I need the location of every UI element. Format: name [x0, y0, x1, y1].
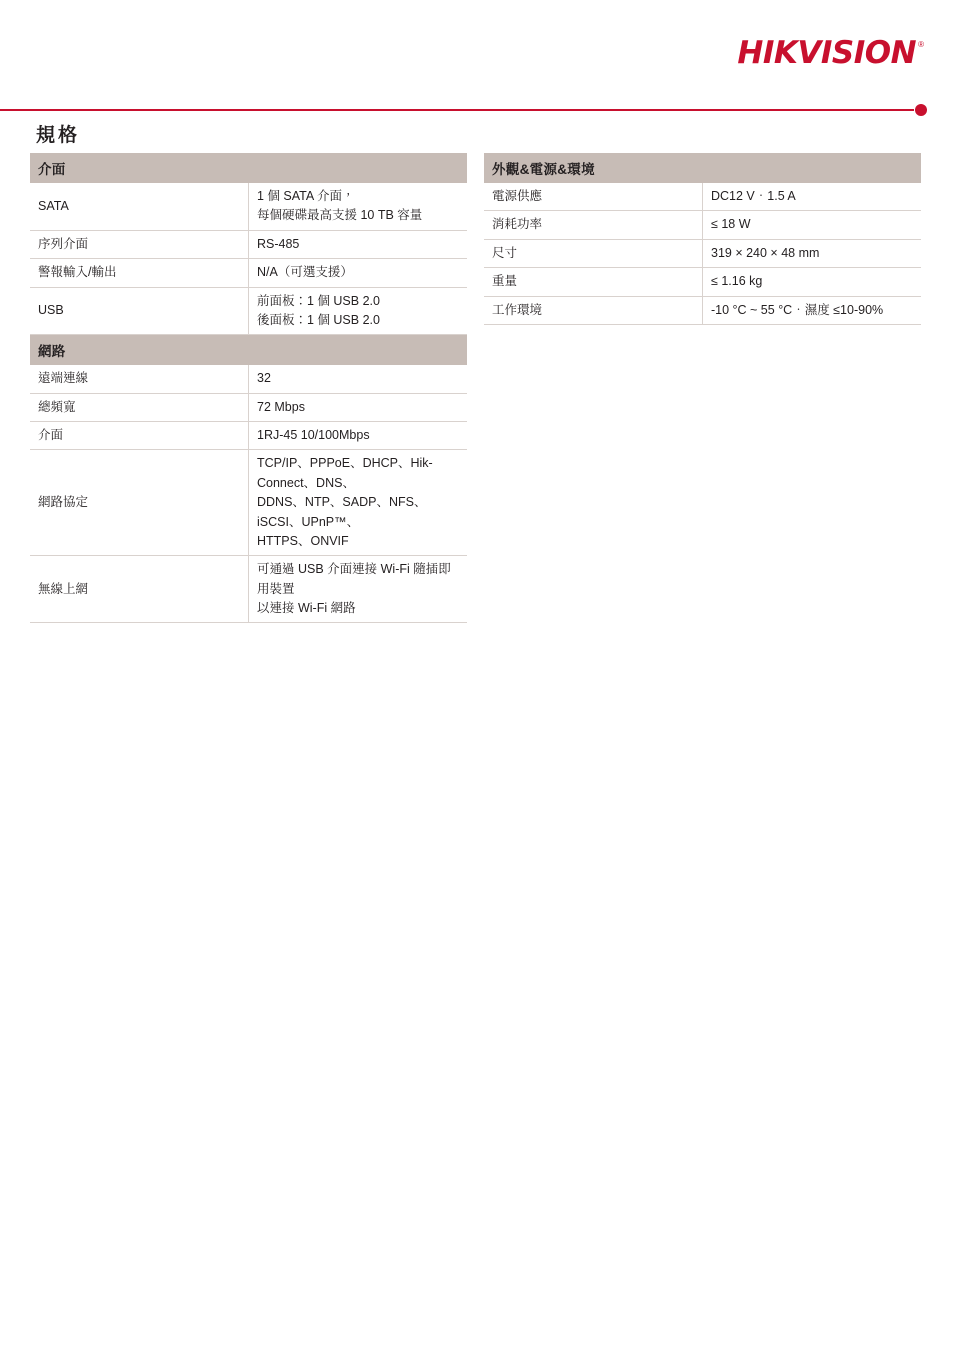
- page-title: 規格: [36, 125, 81, 146]
- table-row: [484, 296, 921, 324]
- brand-name-vision: VISION: [797, 35, 917, 71]
- row-value-usb: [249, 287, 468, 335]
- row-value-network-interface: [249, 422, 468, 450]
- row-value-sata: [249, 183, 468, 230]
- divider-dot-icon: [915, 104, 927, 116]
- row-value-line: TCP/IP、PPPoE、DHCP、Hik-Connect、DNS、: [257, 456, 433, 490]
- row-value-line: -10 °C ~ 55 °C．濕度 ≤10-90%: [711, 302, 884, 317]
- row-key-wireless: 無線上網: [30, 556, 249, 623]
- row-value-line: 可通過 USB 介面連接 Wi-Fi 隨插即用裝置: [257, 562, 451, 596]
- row-value-line: DC12 V．1.5 A: [711, 189, 796, 203]
- row-key-network-interface: 介面: [30, 422, 249, 450]
- row-value-line: 319 × 240 × 48 mm: [711, 245, 820, 260]
- row-key-weight: 重量: [484, 268, 703, 296]
- row-value-weight: [703, 268, 922, 296]
- spec-table-network: [30, 335, 467, 623]
- row-value-line: 32: [257, 371, 271, 386]
- row-key-serial-interface: 序列介面: [30, 230, 249, 258]
- table-row: [30, 450, 467, 556]
- row-value-line: 後面板：1 個 USB 2.0: [257, 312, 380, 327]
- right-column: [484, 153, 921, 325]
- row-value-line: 每個硬碟最高支援 10 TB 容量: [257, 208, 423, 223]
- spec-table-general: [484, 153, 921, 325]
- left-column: [30, 153, 467, 623]
- row-value-power-supply: [703, 183, 922, 211]
- row-value-power-consumption: [703, 211, 922, 239]
- table-row: [30, 365, 467, 393]
- table-row: [30, 422, 467, 450]
- row-key-alarm-io: 警報輸入/輸出: [30, 259, 249, 287]
- table-row: [484, 268, 921, 296]
- row-value-line: ≤ 1.16 kg: [711, 274, 763, 289]
- section-heading-network: 網路: [30, 335, 467, 365]
- header-divider: [0, 104, 960, 116]
- divider-line: [0, 109, 914, 111]
- section-header-row: [30, 335, 467, 365]
- row-value-dimensions: [703, 239, 922, 267]
- section-header-row: [30, 153, 467, 183]
- row-value-line: 以連接 Wi-Fi 網路: [257, 601, 356, 615]
- row-key-power-consumption: 消耗功率: [484, 211, 703, 239]
- row-value-serial-interface: [249, 230, 468, 258]
- table-row: [484, 183, 921, 211]
- brand-name-hik: HIK: [737, 35, 798, 71]
- row-value-wireless: [249, 556, 468, 623]
- row-value-line: 1 個 SATA 介面，: [257, 189, 355, 203]
- row-value-line: HTTPS、ONVIF: [257, 533, 349, 548]
- row-value-operating-environment: [703, 296, 922, 324]
- table-row: [30, 259, 467, 287]
- table-row: [30, 230, 467, 258]
- row-value-line: ≤ 18 W: [711, 217, 751, 232]
- table-row: [484, 211, 921, 239]
- row-value-alarm-io: [249, 259, 468, 287]
- row-key-usb: USB: [30, 287, 249, 335]
- row-value-line: N/A（可選支援）: [257, 265, 353, 280]
- row-value-total-bandwidth: [249, 393, 468, 421]
- row-value-line: 72 Mbps: [257, 399, 305, 414]
- row-key-sata: SATA: [30, 183, 249, 230]
- hikvision-logo: [737, 35, 924, 71]
- row-key-network-protocols: 網路協定: [30, 450, 249, 556]
- row-key-dimensions: 尺寸: [484, 239, 703, 267]
- row-value-line: DDNS、NTP、SADP、NFS、iSCSI、UPnP™、: [257, 495, 427, 529]
- row-key-operating-environment: 工作環境: [484, 296, 703, 324]
- table-row: [30, 556, 467, 623]
- section-heading-general: 外觀&電源&環境: [484, 153, 921, 183]
- table-row: [484, 239, 921, 267]
- section-header-row: [484, 153, 921, 183]
- row-key-remote-connections: 遠端連線: [30, 365, 249, 393]
- registered-trademark-icon: ®: [918, 40, 924, 49]
- spec-table-interface: [30, 153, 467, 335]
- row-value-remote-connections: [249, 365, 468, 393]
- brand-wordmark: [737, 35, 917, 71]
- row-key-power-supply: 電源供應: [484, 183, 703, 211]
- table-row: [30, 393, 467, 421]
- table-row: [30, 183, 467, 230]
- row-value-line: 1RJ-45 10/100Mbps: [257, 428, 370, 442]
- row-value-line: RS-485: [257, 236, 300, 251]
- row-key-total-bandwidth: 總頻寬: [30, 393, 249, 421]
- row-value-network-protocols: [249, 450, 468, 556]
- section-heading-interface: 介面: [30, 153, 467, 183]
- row-value-line: 前面板：1 個 USB 2.0: [257, 293, 380, 308]
- table-row: [30, 287, 467, 335]
